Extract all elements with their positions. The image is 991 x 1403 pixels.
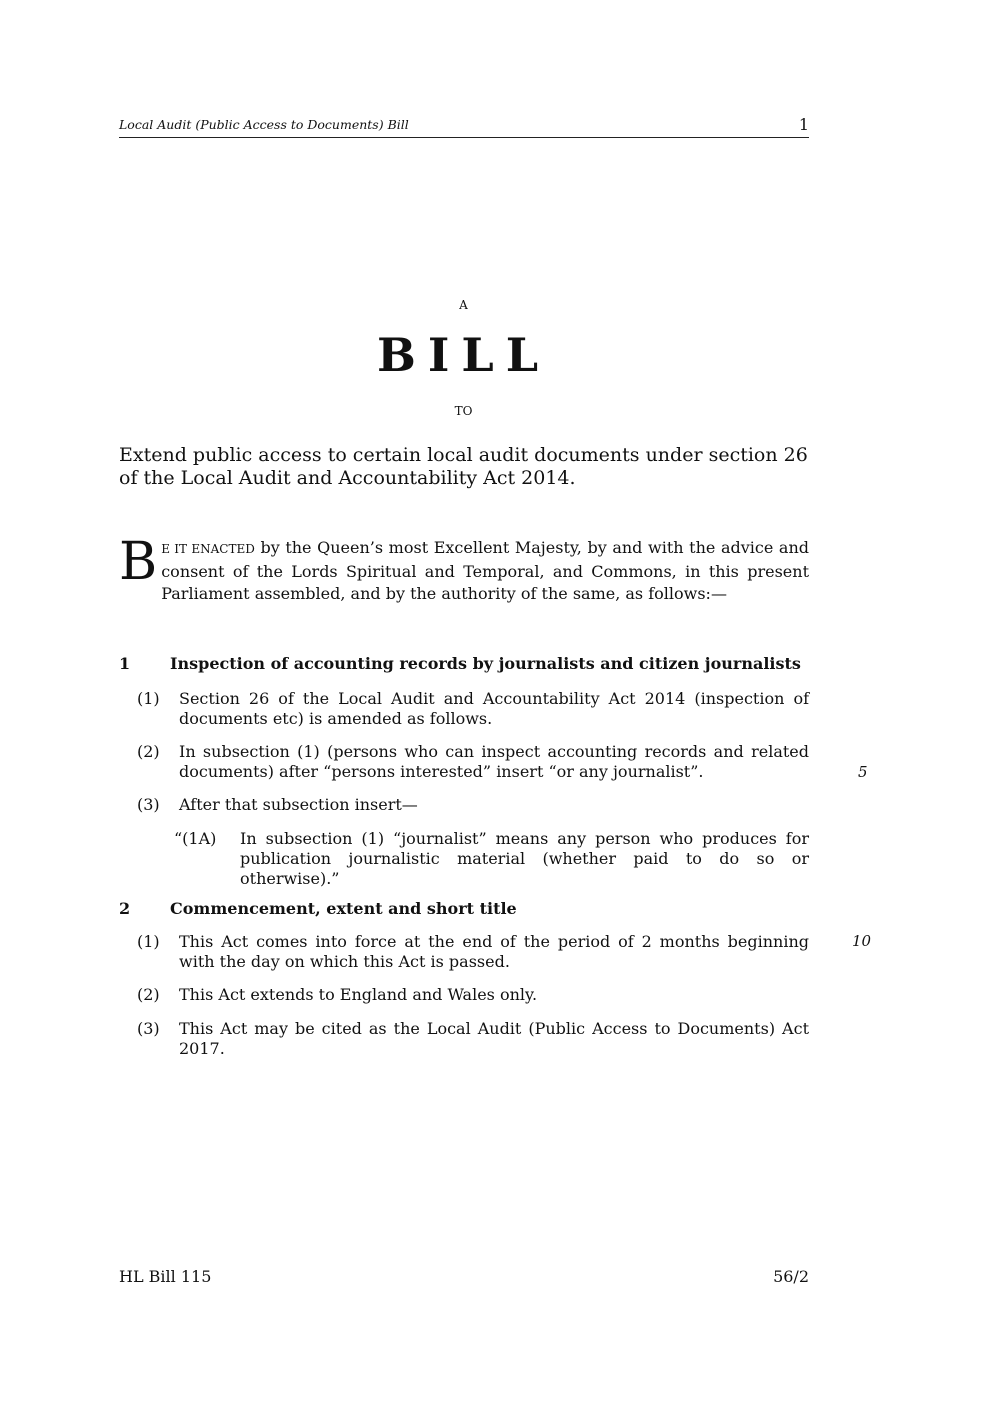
inserted-subsection (174, 829, 809, 889)
line-number: 10 (852, 932, 872, 950)
subsection-text: This Act extends to England and Wales only. (179, 985, 538, 1004)
subsection (119, 985, 809, 1005)
section-heading (119, 654, 801, 673)
long-title: Extend public access to certain local audit documents under section 26 of the Local Audit and Accountability Act 2014. (119, 444, 808, 489)
footer-code: 56/2 (773, 1267, 809, 1286)
subsection (119, 742, 809, 782)
enacting-small-caps: E IT ENACTED (161, 542, 255, 556)
section-title: Commencement, extent and short title (170, 899, 517, 918)
section-number: 1 (119, 654, 131, 673)
footer-bill-ref: HL Bill 115 (119, 1267, 212, 1286)
page-number: 1 (798, 115, 809, 134)
subsection-text: This Act comes into force at the end of the period of 2 months beginning with the day on which this Act is passed. (179, 932, 809, 971)
section-number: 2 (119, 899, 131, 918)
drop-cap: B (119, 532, 158, 592)
title-to: TO (454, 404, 473, 418)
subsection-number: (2) (137, 742, 160, 761)
subsection-number: (1) (137, 932, 160, 951)
running-title: Local Audit (Public Access to Documents) Bill (119, 117, 409, 132)
running-header (119, 117, 809, 138)
subsection-number: (2) (137, 985, 160, 1004)
subsection (119, 795, 809, 815)
subsection-text: This Act may be cited as the Local Audit (Public Access to Documents) Act 2017. (179, 1019, 809, 1058)
subsection-number: (1) (137, 689, 160, 708)
subsection-text: After that subsection insert— (179, 795, 418, 814)
subsection (119, 689, 809, 729)
line-number: 5 (858, 763, 868, 781)
enacting-text: by the Queen’s most Excellent Majesty, by and with the advice and consent of the Lords Spiritual and Temporal, and Commons, in this present Parliament assembled, and by the authority of the same, as follows:— (161, 538, 809, 603)
subsection (119, 1019, 809, 1059)
subsection-number: “(1A) (174, 829, 217, 848)
enacting-formula (119, 532, 809, 606)
bill-heading: BILL (376, 328, 551, 382)
subsection-number: (3) (137, 795, 160, 814)
subsection-text: In subsection (1) “journalist” means any person who produces for publication journalistic material (whether paid to do so or otherwise).” (240, 829, 809, 888)
subsection-text: In subsection (1) (persons who can inspect accounting records and related documents) after “persons interested” insert “or any journalist”. (179, 742, 809, 781)
subsection (119, 932, 809, 972)
section-heading (119, 899, 517, 918)
subsection-number: (3) (137, 1019, 160, 1038)
section-title: Inspection of accounting records by journalists and citizen journalists (170, 654, 801, 673)
title-a: A (459, 298, 468, 312)
subsection-text: Section 26 of the Local Audit and Accountability Act 2014 (inspection of documents etc) is amended as follows. (179, 689, 809, 728)
